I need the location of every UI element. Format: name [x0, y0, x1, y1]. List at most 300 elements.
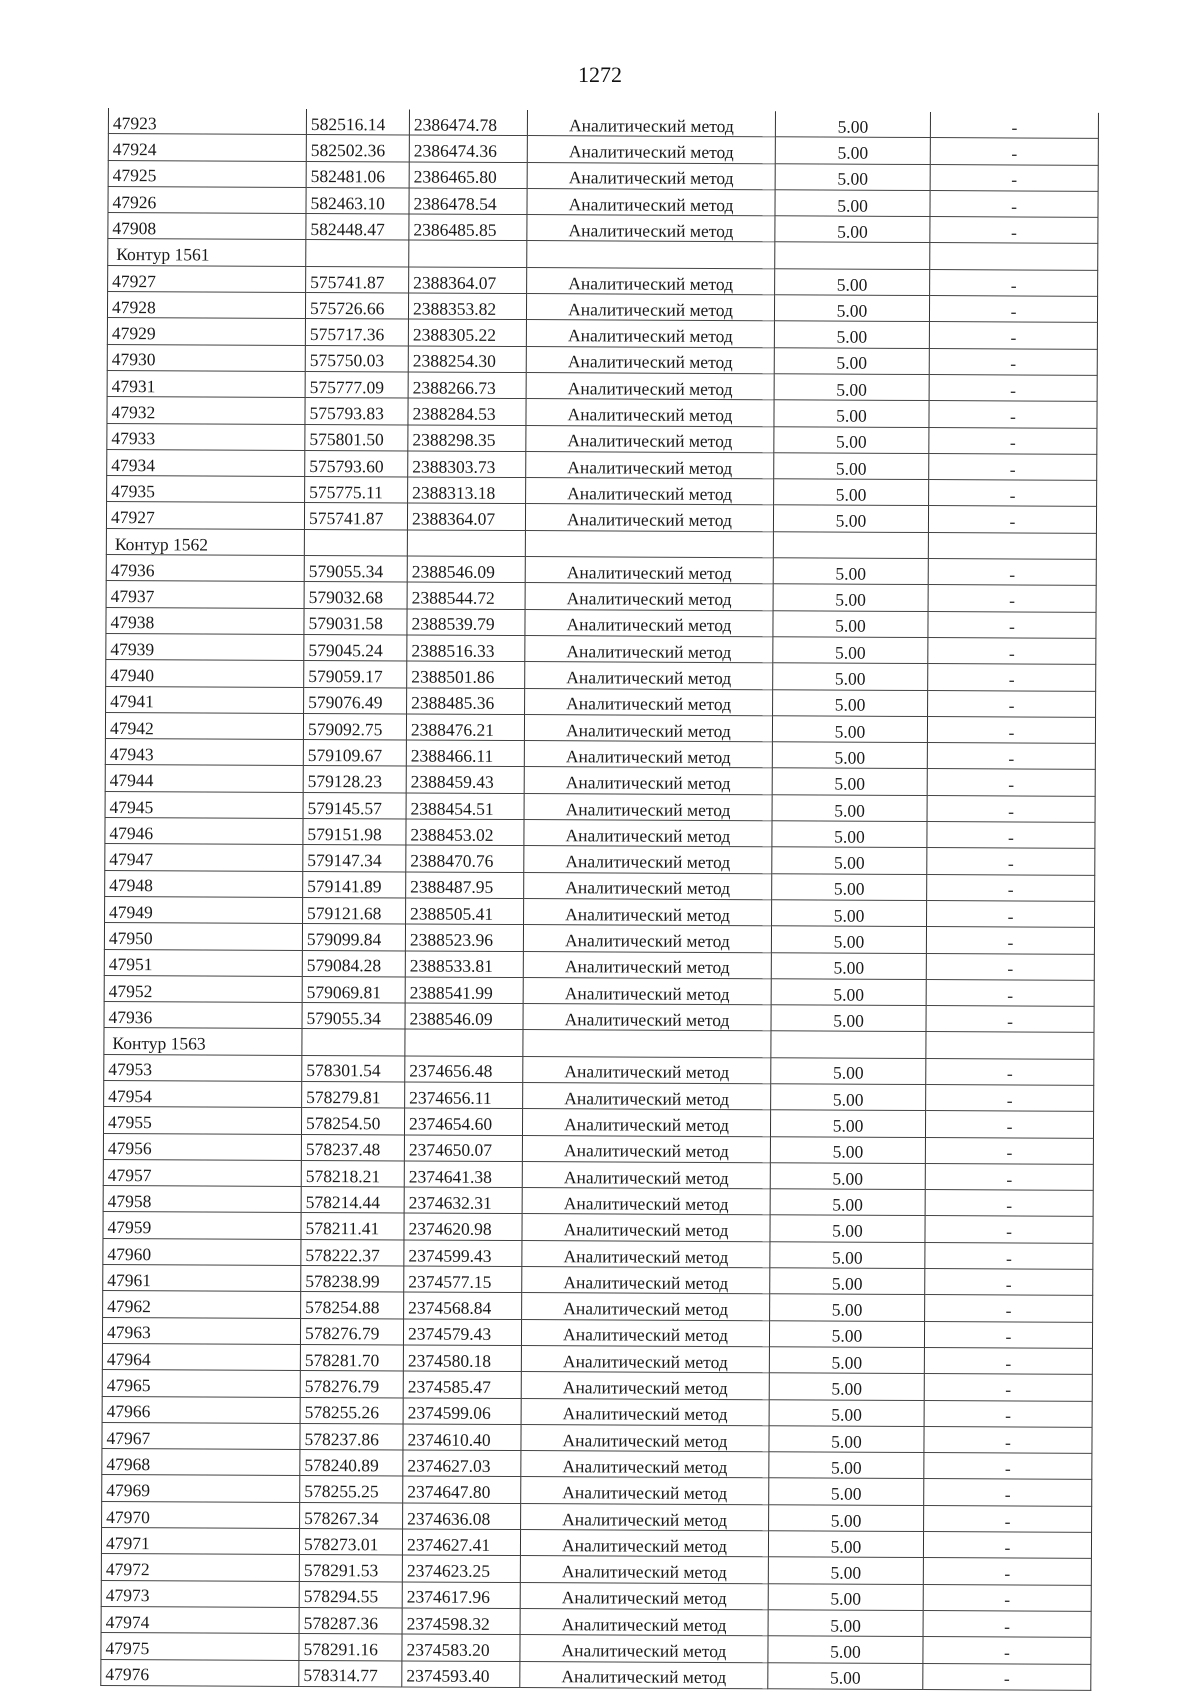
- point-id-cell: 47931: [107, 370, 305, 397]
- point-id-cell: 47935: [107, 476, 305, 503]
- point-id-cell: 47925: [108, 160, 306, 187]
- x-coordinate-cell: 578294.55: [299, 1581, 402, 1608]
- method-cell: Аналитический метод: [524, 820, 772, 848]
- note-cell: -: [928, 585, 1096, 612]
- empty-cell: [523, 1030, 771, 1058]
- error-cell: 5.00: [770, 1189, 925, 1216]
- y-coordinate-cell: 2388505.41: [406, 898, 524, 925]
- point-id-cell: 47957: [103, 1159, 301, 1186]
- y-coordinate-cell: 2386478.54: [409, 188, 527, 215]
- note-cell: -: [926, 1084, 1094, 1111]
- x-coordinate-cell: 578211.41: [301, 1213, 404, 1240]
- method-cell: Аналитический метод: [521, 1398, 769, 1426]
- y-coordinate-cell: 2374610.40: [403, 1424, 521, 1451]
- note-cell: -: [928, 637, 1096, 664]
- error-cell: 5.00: [774, 374, 929, 401]
- method-cell: Аналитический метод: [522, 1188, 770, 1216]
- empty-cell: [302, 1029, 405, 1056]
- x-coordinate-cell: 578273.01: [299, 1528, 402, 1555]
- error-cell: 5.00: [772, 742, 927, 769]
- x-coordinate-cell: 582463.10: [306, 187, 409, 214]
- point-id-cell: 47975: [101, 1633, 299, 1660]
- method-cell: Аналитический метод: [527, 267, 775, 295]
- note-cell: -: [924, 1426, 1092, 1453]
- note-cell: -: [929, 427, 1097, 454]
- method-cell: Аналитический метод: [527, 188, 775, 216]
- y-coordinate-cell: 2388516.33: [407, 635, 525, 662]
- contour-title-cell: Контур 1561: [108, 239, 306, 266]
- error-cell: 5.00: [772, 768, 927, 795]
- x-coordinate-cell: 579045.24: [304, 634, 407, 661]
- error-cell: 5.00: [770, 1163, 925, 1190]
- method-cell: Аналитический метод: [522, 1135, 770, 1163]
- error-cell: 5.00: [771, 926, 926, 953]
- error-cell: 5.00: [775, 190, 930, 217]
- note-cell: -: [924, 1453, 1092, 1480]
- point-id-cell: 47969: [102, 1475, 300, 1502]
- x-coordinate-cell: 578254.50: [301, 1108, 404, 1135]
- error-cell: 5.00: [768, 1610, 923, 1637]
- point-id-cell: 47936: [106, 555, 304, 582]
- coordinate-table: [100, 108, 1099, 1691]
- method-cell: Аналитический метод: [522, 1109, 770, 1137]
- error-cell: 5.00: [770, 1215, 925, 1242]
- error-cell: 5.00: [772, 716, 927, 743]
- error-cell: 5.00: [773, 610, 928, 637]
- note-cell: -: [925, 1163, 1093, 1190]
- y-coordinate-cell: 2386485.85: [409, 214, 527, 241]
- error-cell: 5.00: [772, 847, 927, 874]
- method-cell: Аналитический метод: [525, 583, 773, 611]
- point-id-cell: 47965: [102, 1370, 300, 1397]
- point-id-cell: 47976: [101, 1659, 299, 1686]
- error-cell: 5.00: [769, 1504, 924, 1531]
- point-id-cell: 47938: [106, 607, 304, 634]
- method-cell: Аналитический метод: [526, 451, 774, 479]
- y-coordinate-cell: 2388254.30: [408, 346, 526, 373]
- method-cell: Аналитический метод: [523, 1083, 771, 1111]
- method-cell: Аналитический метод: [522, 1240, 770, 1268]
- y-coordinate-cell: 2374656.48: [405, 1056, 523, 1083]
- coordinate-table-sheet: [100, 108, 1098, 1691]
- note-cell: -: [929, 348, 1097, 375]
- error-cell: 5.00: [768, 1636, 923, 1663]
- method-cell: Аналитический метод: [524, 767, 772, 795]
- y-coordinate-cell: 2374647.80: [403, 1476, 521, 1503]
- x-coordinate-cell: 579099.84: [302, 924, 405, 951]
- empty-cell: [306, 240, 409, 267]
- note-cell: -: [927, 848, 1095, 875]
- note-cell: -: [930, 112, 1098, 139]
- point-id-cell: 47958: [103, 1186, 301, 1213]
- error-cell: 5.00: [770, 1242, 925, 1269]
- note-cell: -: [924, 1479, 1092, 1506]
- error-cell: 5.00: [771, 979, 926, 1006]
- method-cell: Аналитический метод: [520, 1582, 768, 1610]
- point-id-cell: 47933: [107, 423, 305, 450]
- note-cell: -: [925, 1137, 1093, 1164]
- y-coordinate-cell: 2388454.51: [406, 793, 524, 820]
- point-id-cell: 47939: [106, 633, 304, 660]
- y-coordinate-cell: 2388501.86: [407, 661, 525, 688]
- point-id-cell: 47940: [106, 660, 304, 687]
- y-coordinate-cell: 2374598.32: [402, 1608, 520, 1635]
- coordinate-table-body: [101, 108, 1099, 1690]
- point-id-cell: 47961: [103, 1265, 301, 1292]
- note-cell: -: [923, 1532, 1091, 1559]
- point-id-cell: 47934: [107, 449, 305, 476]
- method-cell: Аналитический метод: [520, 1556, 768, 1584]
- point-id-cell: 47937: [106, 581, 304, 608]
- note-cell: -: [930, 138, 1098, 165]
- x-coordinate-cell: 579092.75: [303, 713, 406, 740]
- point-id-cell: 47944: [105, 765, 303, 792]
- method-cell: Аналитический метод: [525, 609, 773, 637]
- y-coordinate-cell: 2388544.72: [407, 582, 525, 609]
- point-id-cell: 47949: [105, 896, 303, 923]
- method-cell: Аналитический метод: [527, 136, 775, 164]
- error-cell: 5.00: [770, 1268, 925, 1295]
- note-cell: -: [929, 453, 1097, 480]
- method-cell: Аналитический метод: [524, 741, 772, 769]
- y-coordinate-cell: 2388313.18: [408, 477, 526, 504]
- point-id-cell: 47928: [107, 292, 305, 319]
- note-cell: -: [929, 322, 1097, 349]
- note-cell: -: [923, 1637, 1091, 1664]
- x-coordinate-cell: 579059.17: [304, 661, 407, 688]
- method-cell: Аналитический метод: [522, 1267, 770, 1295]
- error-cell: 5.00: [774, 479, 929, 506]
- error-cell: 5.00: [770, 1294, 925, 1321]
- note-cell: -: [930, 269, 1098, 296]
- x-coordinate-cell: 578255.25: [300, 1476, 403, 1503]
- method-cell: Аналитический метод: [525, 504, 773, 532]
- x-coordinate-cell: 579076.49: [304, 687, 407, 714]
- point-id-cell: 47963: [102, 1317, 300, 1344]
- x-coordinate-cell: 579031.58: [304, 608, 407, 635]
- note-cell: -: [923, 1558, 1091, 1585]
- note-cell: -: [930, 217, 1098, 244]
- point-id-cell: 47947: [105, 844, 303, 871]
- y-coordinate-cell: 2388284.53: [408, 398, 526, 425]
- point-id-cell: 47960: [103, 1238, 301, 1265]
- y-coordinate-cell: 2386465.80: [409, 162, 527, 189]
- x-coordinate-cell: 575741.87: [306, 266, 409, 293]
- point-id-cell: 47948: [105, 870, 303, 897]
- x-coordinate-cell: 579147.34: [303, 845, 406, 872]
- y-coordinate-cell: 2374627.03: [403, 1450, 521, 1477]
- y-coordinate-cell: 2374620.98: [404, 1213, 522, 1240]
- note-cell: -: [927, 900, 1095, 927]
- x-coordinate-cell: 582502.36: [306, 135, 409, 162]
- x-coordinate-cell: 579141.89: [303, 871, 406, 898]
- error-cell: 5.00: [772, 821, 927, 848]
- error-cell: 5.00: [773, 584, 928, 611]
- point-id-cell: 47908: [108, 213, 306, 240]
- point-id-cell: 47926: [108, 186, 306, 213]
- y-coordinate-cell: 2388546.09: [407, 556, 525, 583]
- page-number: 1272: [578, 62, 622, 87]
- method-cell: Аналитический метод: [520, 1635, 768, 1663]
- note-cell: -: [928, 611, 1096, 638]
- method-cell: Аналитический метод: [523, 951, 771, 979]
- x-coordinate-cell: 578267.34: [300, 1502, 403, 1529]
- method-cell: Аналитический метод: [525, 662, 773, 690]
- x-coordinate-cell: 578240.89: [300, 1450, 403, 1477]
- method-cell: Аналитический метод: [522, 1293, 770, 1321]
- y-coordinate-cell: 2388485.36: [407, 687, 525, 714]
- y-coordinate-cell: 2374583.20: [402, 1634, 520, 1661]
- note-cell: -: [930, 164, 1098, 191]
- y-coordinate-cell: 2388453.02: [406, 819, 524, 846]
- y-coordinate-cell: 2388364.07: [407, 503, 525, 530]
- error-cell: 5.00: [768, 1557, 923, 1584]
- empty-cell: [405, 1029, 523, 1056]
- empty-cell: [409, 240, 527, 267]
- y-coordinate-cell: 2374636.08: [403, 1503, 521, 1530]
- error-cell: 5.00: [769, 1320, 924, 1347]
- method-cell: Аналитический метод: [521, 1372, 769, 1400]
- y-coordinate-cell: 2388546.09: [405, 1003, 523, 1030]
- point-id-cell: 47941: [106, 686, 304, 713]
- y-coordinate-cell: 2374593.40: [402, 1660, 520, 1687]
- method-cell: Аналитический метод: [526, 478, 774, 506]
- x-coordinate-cell: 578237.86: [300, 1423, 403, 1450]
- error-cell: 5.00: [769, 1426, 924, 1453]
- note-cell: -: [928, 690, 1096, 717]
- point-id-cell: 47930: [107, 344, 305, 371]
- note-cell: -: [926, 953, 1094, 980]
- note-cell: -: [923, 1584, 1091, 1611]
- x-coordinate-cell: 578301.54: [302, 1055, 405, 1082]
- empty-cell: [771, 1031, 926, 1058]
- method-cell: Аналитический метод: [524, 872, 772, 900]
- error-cell: 5.00: [773, 663, 928, 690]
- note-cell: -: [929, 480, 1097, 507]
- x-coordinate-cell: 575793.60: [305, 450, 408, 477]
- note-cell: -: [925, 1269, 1093, 1296]
- x-coordinate-cell: 582448.47: [306, 214, 409, 241]
- method-cell: Аналитический метод: [524, 714, 772, 742]
- method-cell: Аналитический метод: [524, 793, 772, 821]
- method-cell: Аналитический метод: [521, 1451, 769, 1479]
- error-cell: 5.00: [768, 1583, 923, 1610]
- y-coordinate-cell: 2386474.36: [409, 135, 527, 162]
- note-cell: -: [929, 374, 1097, 401]
- x-coordinate-cell: 578238.99: [301, 1266, 404, 1293]
- y-coordinate-cell: 2388266.73: [408, 372, 526, 399]
- error-cell: 5.00: [775, 216, 930, 243]
- method-cell: Аналитический метод: [525, 557, 773, 585]
- method-cell: Аналитический метод: [522, 1214, 770, 1242]
- method-cell: Аналитический метод: [527, 110, 775, 137]
- y-coordinate-cell: 2374579.43: [403, 1319, 521, 1346]
- x-coordinate-cell: 578222.37: [301, 1239, 404, 1266]
- y-coordinate-cell: 2388487.95: [406, 872, 524, 899]
- note-cell: -: [925, 1216, 1093, 1243]
- x-coordinate-cell: 575726.66: [305, 293, 408, 320]
- point-id-cell: 47968: [102, 1449, 300, 1476]
- method-cell: Аналитический метод: [526, 294, 774, 322]
- note-cell: -: [927, 795, 1095, 822]
- method-cell: Аналитический метод: [523, 925, 771, 953]
- x-coordinate-cell: 582481.06: [306, 161, 409, 188]
- point-id-cell: 47924: [108, 134, 306, 161]
- x-coordinate-cell: 578281.70: [300, 1344, 403, 1371]
- x-coordinate-cell: 578218.21: [301, 1160, 404, 1187]
- note-cell: -: [930, 190, 1098, 217]
- table-row: [101, 1659, 1091, 1690]
- y-coordinate-cell: 2388523.96: [405, 924, 523, 951]
- method-cell: Аналитический метод: [520, 1661, 768, 1689]
- x-coordinate-cell: 575777.09: [305, 371, 408, 398]
- y-coordinate-cell: 2374599.43: [404, 1240, 522, 1267]
- note-cell: -: [924, 1374, 1092, 1401]
- error-cell: 5.00: [775, 111, 930, 138]
- x-coordinate-cell: 578287.36: [299, 1607, 402, 1634]
- x-coordinate-cell: 579145.57: [303, 792, 406, 819]
- y-coordinate-cell: 2374632.31: [404, 1187, 522, 1214]
- method-cell: Аналитический метод: [526, 346, 774, 374]
- point-id-cell: 47973: [101, 1580, 299, 1607]
- point-id-cell: 47956: [103, 1133, 301, 1160]
- y-coordinate-cell: 2386474.78: [409, 109, 527, 135]
- y-coordinate-cell: 2374627.41: [402, 1529, 520, 1556]
- empty-cell: [527, 241, 775, 269]
- note-cell: -: [929, 296, 1097, 323]
- note-cell: -: [926, 927, 1094, 954]
- y-coordinate-cell: 2388353.82: [408, 293, 526, 320]
- error-cell: 5.00: [769, 1347, 924, 1374]
- note-cell: -: [928, 506, 1096, 533]
- point-id-cell: 47952: [104, 975, 302, 1002]
- note-cell: -: [925, 1242, 1093, 1269]
- method-cell: Аналитический метод: [526, 425, 774, 453]
- method-cell: Аналитический метод: [521, 1503, 769, 1531]
- note-cell: -: [924, 1400, 1092, 1427]
- point-id-cell: 47953: [104, 1054, 302, 1081]
- error-cell: 5.00: [770, 1136, 925, 1163]
- x-coordinate-cell: 582516.14: [306, 109, 409, 135]
- y-coordinate-cell: 2388305.22: [408, 319, 526, 346]
- y-coordinate-cell: 2374585.47: [403, 1371, 521, 1398]
- method-cell: Аналитический метод: [523, 1004, 771, 1032]
- error-cell: 5.00: [771, 1084, 926, 1111]
- point-id-cell: 47936: [104, 1002, 302, 1029]
- x-coordinate-cell: 579032.68: [304, 582, 407, 609]
- y-coordinate-cell: 2374654.60: [404, 1108, 522, 1135]
- x-coordinate-cell: 579055.34: [302, 1003, 405, 1030]
- y-coordinate-cell: 2388533.81: [405, 950, 523, 977]
- error-cell: 5.00: [769, 1478, 924, 1505]
- point-id-cell: 47954: [104, 1080, 302, 1107]
- method-cell: Аналитический метод: [524, 846, 772, 874]
- x-coordinate-cell: 575801.50: [305, 424, 408, 451]
- y-coordinate-cell: 2374623.25: [402, 1555, 520, 1582]
- x-coordinate-cell: 579109.67: [303, 740, 406, 767]
- method-cell: Аналитический метод: [521, 1477, 769, 1505]
- error-cell: 5.00: [771, 1005, 926, 1032]
- method-cell: Аналитический метод: [521, 1319, 769, 1347]
- x-coordinate-cell: 575750.03: [305, 345, 408, 372]
- method-cell: Аналитический метод: [526, 399, 774, 427]
- note-cell: -: [926, 979, 1094, 1006]
- note-cell: -: [925, 1295, 1093, 1322]
- contour-title-cell: Контур 1563: [104, 1028, 302, 1055]
- y-coordinate-cell: 2388303.73: [408, 451, 526, 478]
- x-coordinate-cell: 579084.28: [302, 950, 405, 977]
- x-coordinate-cell: 579151.98: [303, 818, 406, 845]
- method-cell: Аналитический метод: [521, 1345, 769, 1373]
- x-coordinate-cell: 579121.68: [303, 897, 406, 924]
- y-coordinate-cell: 2374599.06: [403, 1398, 521, 1425]
- y-coordinate-cell: 2374641.38: [404, 1161, 522, 1188]
- empty-cell: [304, 529, 407, 556]
- note-cell: -: [928, 664, 1096, 691]
- error-cell: 5.00: [774, 426, 929, 453]
- method-cell: Аналитический метод: [525, 635, 773, 663]
- error-cell: 5.00: [773, 689, 928, 716]
- point-id-cell: 47943: [105, 739, 303, 766]
- error-cell: 5.00: [773, 637, 928, 664]
- point-id-cell: 47955: [103, 1107, 301, 1134]
- method-cell: Аналитический метод: [523, 977, 771, 1005]
- x-coordinate-cell: 578291.16: [299, 1634, 402, 1661]
- empty-cell: [930, 243, 1098, 270]
- error-cell: 5.00: [775, 163, 930, 190]
- y-coordinate-cell: 2388539.79: [407, 609, 525, 636]
- x-coordinate-cell: 578291.53: [299, 1555, 402, 1582]
- note-cell: -: [926, 1006, 1094, 1033]
- point-id-cell: 47966: [102, 1396, 300, 1423]
- point-id-cell: 47923: [108, 108, 306, 135]
- point-id-cell: 47927: [106, 502, 304, 529]
- y-coordinate-cell: 2388466.11: [406, 740, 524, 767]
- point-id-cell: 47950: [104, 923, 302, 950]
- contour-title-cell: Контур 1562: [106, 528, 304, 555]
- note-cell: -: [924, 1321, 1092, 1348]
- method-cell: Аналитический метод: [524, 898, 772, 926]
- method-cell: Аналитический метод: [522, 1161, 770, 1189]
- error-cell: 5.00: [772, 794, 927, 821]
- method-cell: Аналитический метод: [520, 1608, 768, 1636]
- empty-cell: [775, 242, 930, 269]
- x-coordinate-cell: 579069.81: [302, 976, 405, 1003]
- point-id-cell: 47932: [107, 397, 305, 424]
- error-cell: 5.00: [775, 269, 930, 296]
- y-coordinate-cell: 2374580.18: [403, 1345, 521, 1372]
- note-cell: -: [924, 1347, 1092, 1374]
- point-id-cell: 47942: [105, 712, 303, 739]
- x-coordinate-cell: 578254.88: [301, 1292, 404, 1319]
- note-cell: -: [926, 1058, 1094, 1085]
- point-id-cell: 47946: [105, 818, 303, 845]
- note-cell: -: [929, 401, 1097, 428]
- y-coordinate-cell: 2388364.07: [409, 267, 527, 294]
- note-cell: -: [925, 1111, 1093, 1138]
- error-cell: 5.00: [770, 1110, 925, 1137]
- x-coordinate-cell: 575793.83: [305, 398, 408, 425]
- note-cell: -: [927, 822, 1095, 849]
- x-coordinate-cell: 575775.11: [305, 477, 408, 504]
- note-cell: -: [923, 1663, 1091, 1690]
- x-coordinate-cell: 578279.81: [302, 1081, 405, 1108]
- empty-cell: [525, 530, 773, 558]
- error-cell: 5.00: [773, 505, 928, 532]
- point-id-cell: 47964: [102, 1343, 300, 1370]
- error-cell: 5.00: [771, 952, 926, 979]
- error-cell: 5.00: [772, 873, 927, 900]
